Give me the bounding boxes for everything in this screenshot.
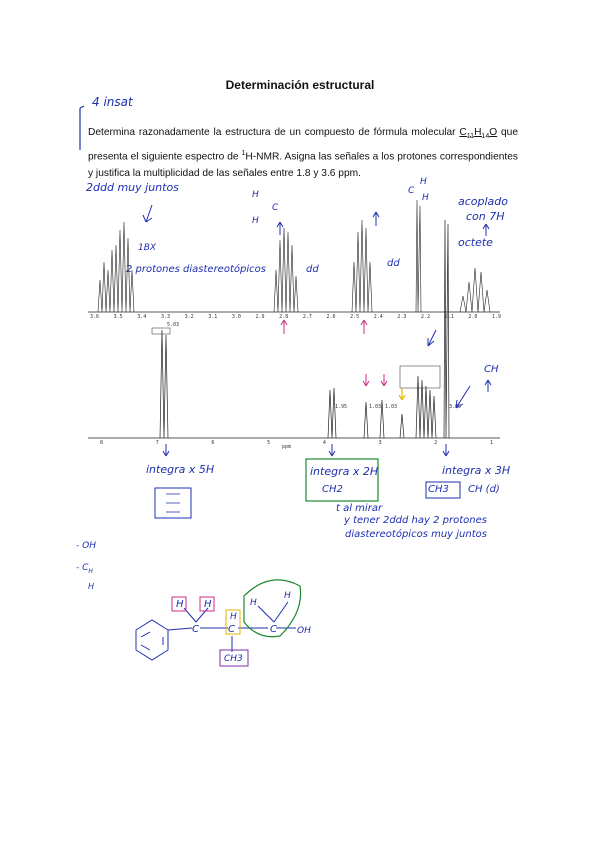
peak-ch — [400, 414, 404, 438]
dd-note-2: dd — [387, 258, 400, 269]
full-tick-label: 6 — [211, 440, 215, 446]
peak-dd-1 — [274, 228, 298, 312]
diastereotopic-note: 2 protones diastereotópicos — [126, 264, 266, 275]
expanded-tick-label: 3.2 — [184, 314, 194, 320]
struct-c2: C — [228, 624, 235, 635]
full-tick-label: 3 — [378, 440, 382, 446]
insat-note: 4 insat — [92, 95, 133, 109]
peak-dd-2 — [352, 220, 372, 312]
c-h-note: - $C_H$ — [76, 563, 93, 575]
yellow-arrow — [399, 388, 405, 400]
expanded-tick-label: 2.8 — [279, 314, 289, 320]
purple-box-ch3 — [220, 650, 248, 666]
expanded-tick-label: 2.9 — [255, 314, 265, 320]
c-label-left: C — [272, 203, 279, 213]
ppm-label: ppm — [282, 444, 292, 450]
full-tick-label: 8 — [100, 440, 104, 446]
expanded-tick-label: 3.0 — [231, 314, 241, 320]
expanded-tick-label: 2.2 — [421, 314, 431, 320]
arrow-dd-1 — [277, 222, 283, 235]
peak-ch3 — [444, 220, 449, 438]
struct-h2: H — [204, 599, 212, 610]
integral-label: 5.03 — [167, 322, 180, 328]
with-7h-note: con 7H — [466, 210, 505, 223]
green-box — [306, 459, 378, 501]
peak-aromatic — [160, 330, 168, 438]
expanded-tick-label: 3.4 — [137, 314, 147, 320]
full-tick-label: 5 — [267, 440, 271, 446]
expanded-tick-label: 2.6 — [326, 314, 336, 320]
ch-d-note: CH (d) — [468, 484, 500, 495]
expanded-tick-label: 2.0 — [468, 314, 478, 320]
struct-h4: H — [250, 598, 257, 608]
pink-arrow-4 — [381, 374, 387, 386]
struct-c1: C — [192, 624, 199, 635]
octet-note: octete — [458, 236, 493, 249]
peak-tall — [416, 200, 421, 312]
expanded-tick-label: 1.9 — [492, 314, 502, 320]
nmr-text: H-NMR. Asigna las señales a los protones — [245, 151, 437, 163]
yellow-box-ch — [226, 610, 240, 634]
bracket-mark — [80, 106, 84, 150]
benzene-lines — [166, 494, 180, 512]
note-line-1: t al mirar — [336, 503, 383, 514]
integral-label: 3.00 — [449, 404, 462, 410]
expanded-tick-label: 2.5 — [350, 314, 360, 320]
expanded-tick-label: 3.1 — [208, 314, 218, 320]
peak-h-a — [364, 402, 368, 438]
problem-line-3: correspondientes y justifica la multiplicidad de las señales entre 1.8 y 3.6 ppm. — [88, 151, 518, 180]
arrow-dd-2 — [373, 212, 379, 226]
note-line-3: diastereotópicos muy juntos — [345, 529, 487, 540]
h-label-right2: H — [422, 193, 429, 203]
pink-arrow-3 — [363, 374, 369, 386]
struct-ch3: CH3 — [224, 654, 243, 664]
chain-bonds — [168, 628, 296, 630]
note-line-2: y tener 2ddd hay 2 protones — [344, 515, 487, 526]
pink-arrow-2 — [361, 320, 367, 334]
struct-h5: H — [284, 591, 291, 601]
arrow-5h — [163, 444, 169, 456]
ch2-note: CH2 — [322, 484, 343, 495]
ch3-note: CH3 — [428, 484, 449, 495]
full-peaks — [160, 220, 449, 438]
arrow-3h — [443, 444, 449, 456]
expanded-tick-label: 2.3 — [397, 314, 407, 320]
integral-label: 1.03 — [385, 404, 398, 410]
h-below-note: H — [88, 582, 95, 591]
expanded-tick-label: 3.5 — [113, 314, 123, 320]
full-tick-label: 4 — [322, 440, 326, 446]
full-tick-label: 7 — [155, 440, 159, 446]
problem-line-2: que presenta el siguiente espectro de — [88, 127, 518, 163]
expanded-tick-label: 2.1 — [444, 314, 454, 320]
h-label-right: H — [420, 177, 427, 187]
pink-arrow-1 — [281, 320, 287, 334]
oh-note: - OH — [76, 541, 96, 551]
peak-ch2 — [328, 388, 336, 438]
integrates-5h-note: integra x 5H — [146, 463, 215, 476]
integral-label: 1.95 — [335, 404, 348, 410]
pink-arrows — [281, 320, 387, 386]
h-label-left: H — [252, 190, 259, 200]
arrow-tall — [428, 330, 436, 346]
structure-drawing — [136, 602, 296, 660]
phenyl-bonds — [141, 632, 163, 650]
integral-aromatic — [152, 328, 170, 334]
integrates-2h-note: integra x 2H — [310, 465, 379, 478]
peak-octet — [460, 268, 490, 312]
bx-note: 1BX — [138, 243, 157, 253]
ddd-note: 2ddd muy juntos — [86, 181, 179, 194]
peak-ddd-region — [98, 222, 134, 312]
document-title: Determinación estructural — [225, 78, 375, 92]
arrow-ch — [485, 380, 491, 392]
ch-note: CH — [484, 364, 499, 375]
coupled-note: acoplado — [458, 195, 509, 208]
full-tick-label: 2 — [434, 440, 438, 446]
struct-h1: H — [176, 599, 184, 610]
dd-note-1: dd — [306, 264, 319, 275]
expanded-tick-label: 3.6 — [90, 314, 100, 320]
expanded-tick-label: 2.7 — [302, 314, 312, 320]
peak-h-b — [380, 400, 384, 438]
struct-c3: C — [270, 624, 277, 635]
ch3-box — [426, 482, 460, 498]
formula: $C_{11}H_{14}O$ — [459, 127, 498, 141]
expanded-tick-label: 3.3 — [160, 314, 170, 320]
integral-label: 1.03 — [369, 404, 382, 410]
nmr-superscript: 1 — [241, 150, 246, 158]
integral-marks — [152, 328, 440, 388]
pink-box-h1 — [172, 597, 186, 611]
arrow-ch3 — [456, 386, 470, 408]
struct-oh: OH — [297, 626, 311, 636]
peak-octet-full — [416, 376, 436, 438]
integral-box — [400, 366, 440, 388]
struct-h3: H — [230, 612, 237, 622]
arrow-octet — [483, 224, 489, 236]
arrow-2h — [329, 444, 335, 456]
h-label-left2: H — [252, 216, 259, 226]
expanded-tick-label: 2.4 — [373, 314, 383, 320]
full-tick-label: 1 — [490, 440, 494, 446]
integrates-3h-note: integra x 3H — [442, 464, 511, 477]
expanded-peaks — [98, 200, 490, 312]
arrow-ddd — [143, 205, 152, 222]
c-label-right: C — [408, 186, 415, 196]
problem-line-1: Determina razonadamente la estructura de un compuesto de fórmula molecular — [88, 127, 456, 138]
